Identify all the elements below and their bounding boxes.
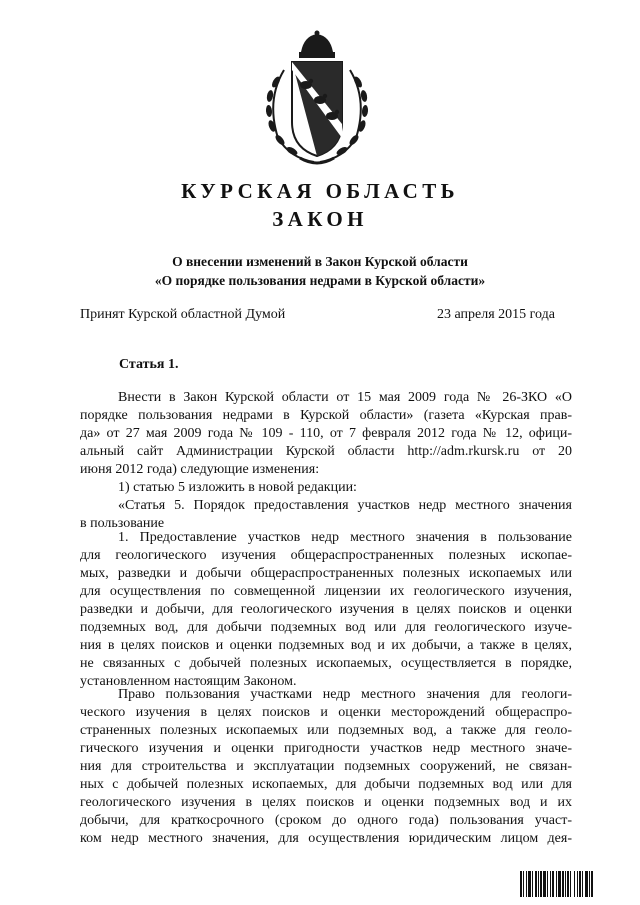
text-line: альный сайт Администрации Курской области http://adm.rkursk.ru от 20 (80, 444, 572, 459)
text-line: Внести в Закон Курской области от 15 мая 2009 года № 26-ЗКО «О (118, 390, 572, 405)
coat-of-arms-emblem (256, 30, 378, 170)
adoption-date: 23 апреля 2015 года (437, 307, 555, 322)
article-heading: Статья 1. (119, 357, 179, 372)
text-line: разведки и добычи, для геологического изучения в целях поисков и оценки (80, 602, 572, 617)
region-title: КУРСКАЯ ОБЛАСТЬ (181, 179, 459, 203)
text-line: ния для строительства и эксплуатации подземных сооружений, не связан- (80, 759, 572, 774)
document-type: ЗАКОН (272, 207, 368, 231)
law-title-line-2: «О порядке пользования недрами в Курской области» (154, 273, 486, 288)
text-line: добычи, для краткосрочного (сроком до одного года) пользования участ- (80, 813, 572, 828)
barcode (519, 870, 631, 898)
text-line: да» от 27 мая 2009 года № 109 - 110, от 7 февраля 2012 года № 12, офици- (80, 426, 572, 441)
adopted-by: Принят Курской областной Думой (80, 307, 286, 322)
law-title-line-1: О внесении изменений в Закон Курской области (172, 254, 468, 269)
article-usage-rights (80, 686, 572, 848)
text-line: мых, разведки и добычи общераспространенных полезных ископаемых или (80, 566, 572, 581)
text-line: Право пользования участками недр местного значения для геологи- (118, 687, 572, 702)
text-line: июня 2012 года) следующие изменения: (80, 462, 320, 477)
text-line: 1. Предоставление участков недр местного значения в пользование (118, 530, 572, 545)
text-line: для осуществления по совмещенной лицензии их геологического изучения, (80, 584, 572, 599)
text-line: геологического изучения в целях поисков и оценки подземных вод и их (80, 795, 572, 810)
text-line: ных с добычей полезных ископаемых, для добычи подземных вод или для (80, 777, 572, 792)
text-line: ния в целях поисков и оценки подземных вод и их добычи, а также в целях, (80, 638, 572, 653)
text-line: «Статья 5. Порядок предоставления участков недр местного значения (118, 498, 572, 513)
text-line: ком недр местного значения, для осуществления юридическим лицом дея- (80, 831, 572, 846)
article-intro (80, 389, 572, 533)
text-line: установленном настоящим Законом. (80, 674, 297, 689)
text-line: не связанных с добычей полезных ископаемых, осуществляется в порядке, (80, 656, 572, 671)
text-line: порядке пользования недрами в Курской области» (газета «Курская прав- (80, 408, 572, 423)
text-line: страненных полезных ископаемых или подземных вод, а также для геоло- (80, 723, 572, 738)
text-line: ческого изучения в целях поисков и оценки месторождений общераспро- (80, 705, 572, 720)
text-line: подземных вод, для добычи подземных вод или для геологического изуче- (80, 620, 572, 635)
article-point-1 (80, 529, 572, 691)
text-line: 1) статью 5 изложить в новой редакции: (118, 480, 357, 495)
text-line: в пользование (80, 516, 165, 531)
text-line: для геологического изучения общераспространенных полезных ископае- (80, 548, 572, 563)
text-line: гического изучения и оценки пригодности участков недр местного значе- (80, 741, 572, 756)
